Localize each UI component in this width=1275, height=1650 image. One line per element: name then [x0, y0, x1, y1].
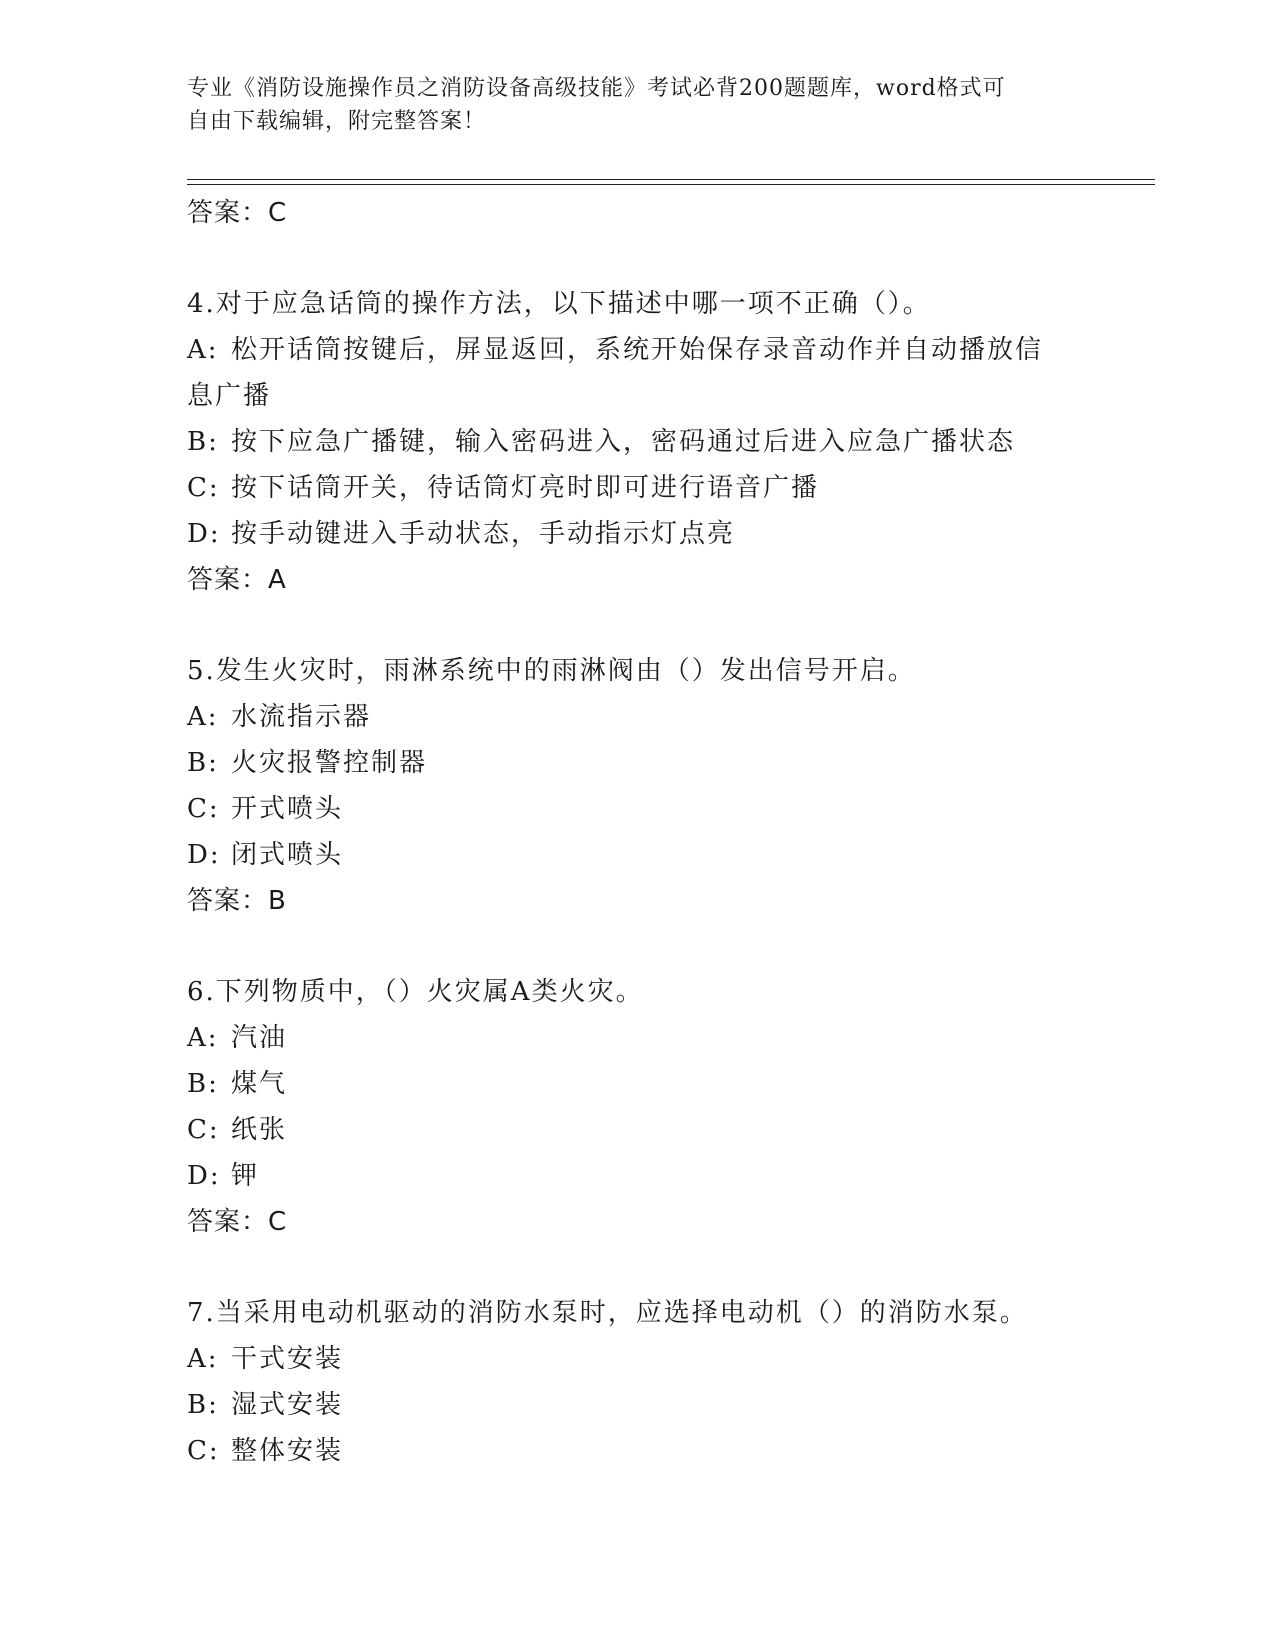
question-7: 7.当采用电动机驱动的消防水泵时，应选择电动机（）的消防水泵。 — [187, 1298, 1028, 1328]
option-5d: D: 闭式喷头 — [187, 840, 344, 870]
option-5c: C: 开式喷头 — [187, 794, 344, 824]
header-rule-bottom — [187, 184, 1155, 185]
question-list — [187, 190, 1087, 1474]
option-7a: A: 干式安装 — [187, 1344, 344, 1374]
option-4d: D: 按手动键进入手动状态，手动指示灯点亮 — [187, 519, 736, 549]
option-4a: A: 松开话筒按键后，屏显返回，系统开始保存录音动作并自动播放信 — [187, 335, 1044, 365]
answer-line: 答案：C — [187, 198, 288, 228]
option-5b: B: 火灾报警控制器 — [187, 748, 428, 778]
option-7b: B: 湿式安装 — [187, 1390, 344, 1420]
option-6a: A: 汽油 — [187, 1023, 288, 1053]
question-4: 4.对于应急话筒的操作方法，以下描述中哪一项不正确（）。 — [187, 289, 931, 319]
option-4a-continued: 息广播 — [187, 381, 272, 411]
question-5: 5.发生火灾时，雨淋系统中的雨淋阀由（）发出信号开启。 — [187, 656, 916, 686]
option-7c: C: 整体安装 — [187, 1436, 344, 1466]
question-6: 6.下列物质中，（）火灾属A类火灾。 — [187, 977, 644, 1007]
option-4b: B: 按下应急广播键，输入密码进入，密码通过后进入应急广播状态 — [187, 427, 1016, 457]
header-line-2: 自由下载编辑，附完整答案！ — [187, 109, 487, 134]
option-5a: A: 水流指示器 — [187, 702, 372, 732]
document-header — [187, 72, 1087, 138]
answer-5: 答案：B — [187, 886, 287, 916]
answer-6: 答案：C — [187, 1207, 288, 1237]
header-line-1: 专业《消防设施操作员之消防设备高级技能》考试必背200题题库，word格式可 — [187, 76, 1006, 101]
answer-4: 答案：A — [187, 565, 287, 595]
option-4c: C: 按下话筒开关，待话筒灯亮时即可进行语音广播 — [187, 473, 820, 503]
option-6d: D: 钾 — [187, 1161, 260, 1191]
option-6c: C: 纸张 — [187, 1115, 288, 1145]
header-rule-top — [187, 179, 1155, 180]
option-6b: B: 煤气 — [187, 1069, 288, 1099]
